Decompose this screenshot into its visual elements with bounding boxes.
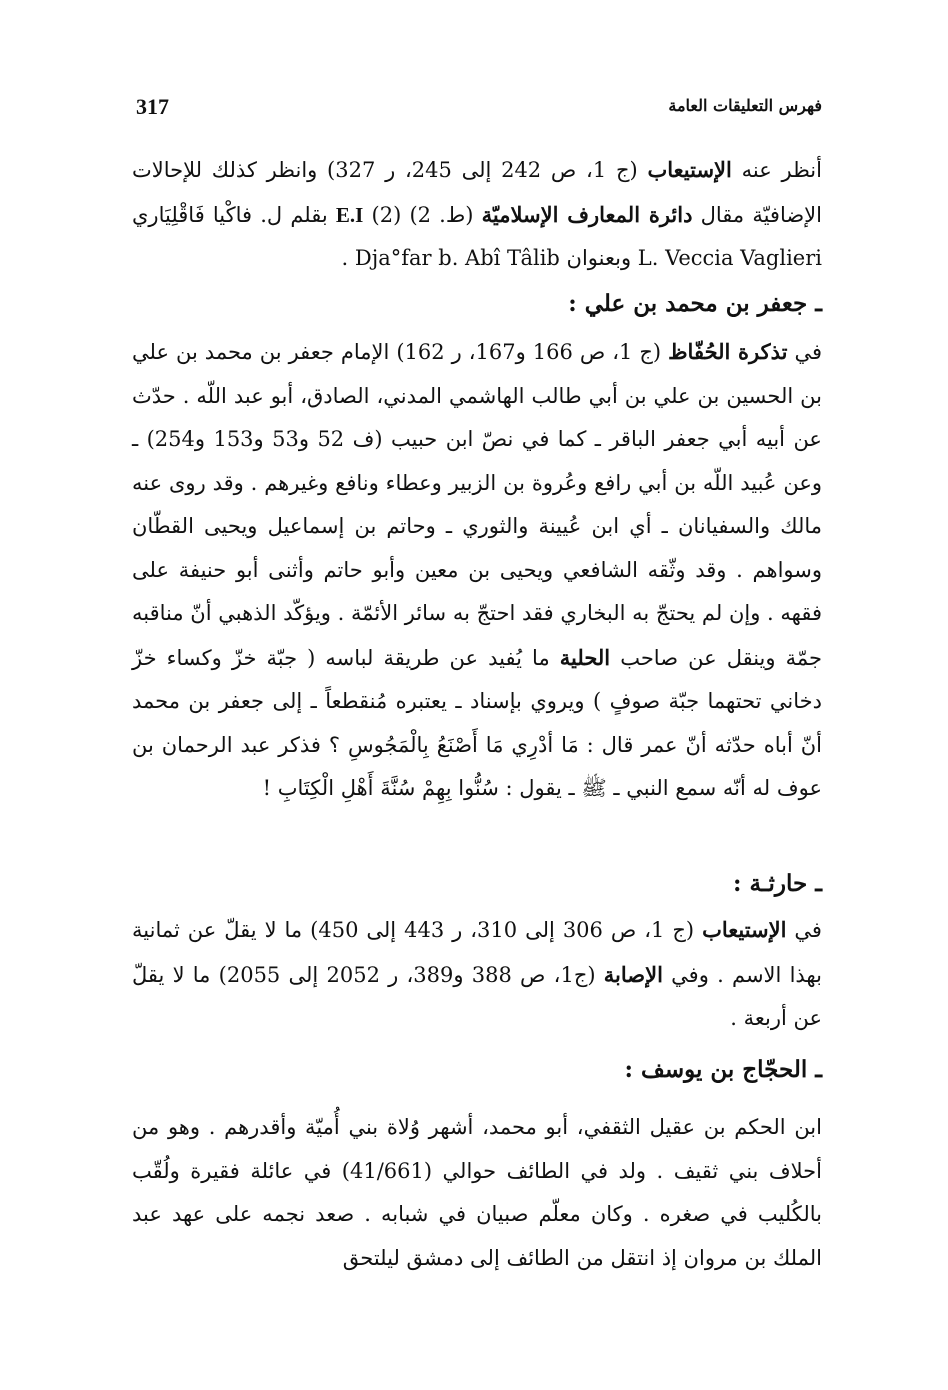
entry-source-hilya: الحلية [559, 644, 611, 670]
running-head [136, 94, 822, 124]
entry-text: ما يُفيد عن طريقة لباسه ( جبّة خزّ وكساء خزّ دخاني تحتهما جبّة صوفٍ ) ويروي بإسناد ـ يعتبره مُنقطعاً ـ إلى جعفر بن محمد أنّ أباه حدّثه أنّ عمر قال : مَا أدْرِي مَا أَصْنَعُ بِالْمَجُوسِ ؟ فذكر عبد الرحمان بن عوف له أنّه سمع النبي ـ ﷺ ـ يقول : سُنُّوا بِهِمْ سُنَّةَ أَهْلِ الْكِتَابِ ! [132, 645, 822, 800]
entry-body-hajjaj [132, 1106, 822, 1280]
intro-source-ei: E.I [335, 202, 364, 227]
entry-text: (ج1، ص 388 و389، ر 2052 إلى 2055) ما لا يقلّ عن أربعة . [132, 962, 822, 1030]
entry-text: (ج 1، ص 306 إلى 310، ر 443 إلى 450) ما لا يقلّ عن ثمانية بهذا الاسم . وفي [132, 918, 822, 987]
page-number: 317 [136, 94, 169, 119]
entry-body-haritha [132, 908, 822, 1041]
running-head-title: فهرس التعليقات العامة [668, 96, 822, 115]
entry-heading-haritha: ـ حارثـة : [732, 870, 822, 897]
intro-source-istiab: الإستيعاب [647, 157, 732, 182]
intro-text: (ج 1، ص 242 إلى 245، ر 327) وانظر كذلك للإحالات الإضافيّة مقال [132, 158, 822, 227]
intro-source-encyclopedia: دائرة المعارف الإسلاميّة [481, 201, 693, 227]
intro-text: بقلم ل. فاكْيا فَاقْلِيَاري L. Veccia Vaglieri وبعنوان Dja°far b. Abî Tâlib . [132, 202, 822, 270]
entry-source-tadhkira: تذكرة الحُفّاظ [668, 339, 788, 364]
intro-text: أنظر عنه [741, 158, 822, 182]
entry-heading-hajjaj: ـ الحجّاج بن يوسف : [624, 1056, 822, 1083]
entry-heading-jafar: ـ جعفر بن محمد بن علي : [568, 290, 822, 317]
entry-source-isaba: الإصابة [603, 961, 663, 987]
entry-text: (ج 1، ص 166 و167، ر 162) الإمام جعفر بن محمد بن علي بن الحسين بن علي بن أبي طالب الهاشمي المدني، الصادق، أبو عبد اللّه . حدّث عن أبيه أبي جعفر الباقر ـ كما في نصّ ابن حبيب (ف 52 و53 و153 و254) ـ وعن عُبيد اللّه بن أبي رافع وعُروة بن الزبير وعطاء ونافع وغيرهم . وقد روى عنه مالك والسفيانان ـ أي ابن عُيينة والثوري ـ وحاتم بن إسماعيل ويحيى القطّان وسواهم . وقد وثّقه الشافعي ويحيى بن معين وأبو حاتم وأثنى أبو حنيفة على فقهه . وإن لم يحتجّ به البخاري فقد احتجّ به سائر الأئمّة . ويؤكّد الذهبي أنّ مناقبه جمّة وينقل عن صاحب [132, 340, 822, 670]
entry-body-jafar [132, 330, 822, 811]
intro-paragraph [132, 148, 822, 281]
entry-text: ابن الحكم بن عقيل الثقفي، أبو محمد، أشهر وُلاة بني أُميّة وأقدرهم . وهو من أحلاف بني ثقيف . ولد في الطائف حوالي (41/661) في عائلة فقيرة ولُقّب بالكُليب في صغره . وكان معلّم صبيان في شبابه . صعد نجمه على عهد عبد الملك بن مروان إذ انتقل من الطائف إلى دمشق ليلتحق [132, 1115, 822, 1270]
entry-text: في [794, 918, 822, 942]
intro-text: (ط. 2) (2) [371, 202, 474, 227]
entry-source-istiab: الإستيعاب [702, 917, 787, 942]
entry-text: في [794, 340, 822, 364]
